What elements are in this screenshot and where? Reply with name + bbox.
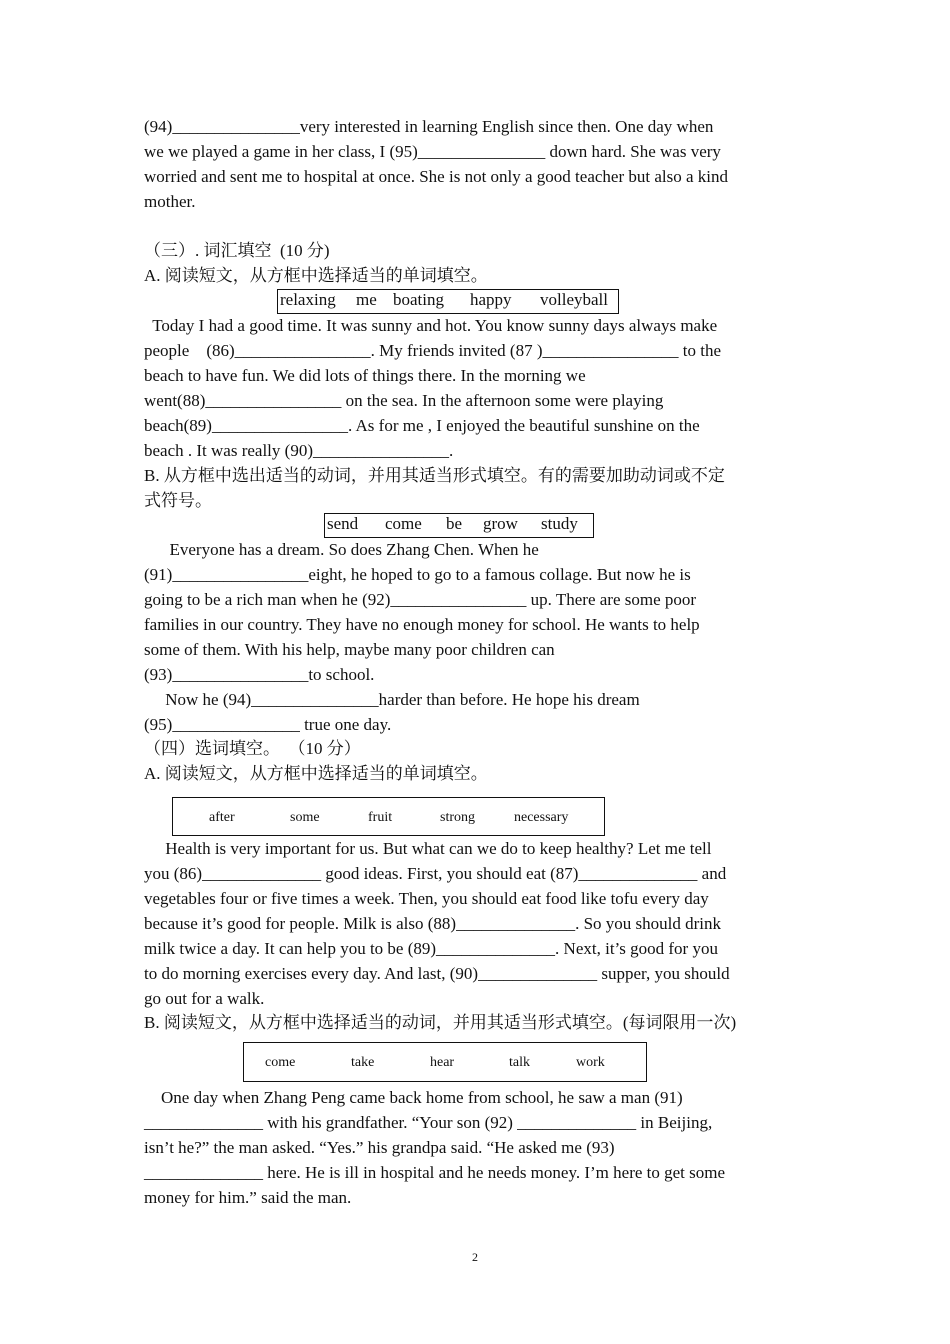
text-line: isn’t he?” the man asked. “Yes.” his grandpa said. “He asked me (93) bbox=[144, 1138, 615, 1157]
word-option: after bbox=[209, 810, 235, 825]
instruction: B. 从方框中选出适当的动词，并用其适当形式填空。有的需要加助动词或不定 bbox=[144, 466, 725, 485]
text-line: beach . It was really (90)________________. bbox=[144, 441, 454, 460]
word-option: necessary bbox=[514, 810, 569, 825]
section-heading: （四）选词填空。 （10 分） bbox=[144, 739, 361, 758]
word-option: relaxing bbox=[280, 290, 336, 309]
page-number: 2 bbox=[472, 1250, 478, 1264]
text-line: you (86)______________ good ideas. First, you should eat (87)______________ and bbox=[144, 864, 727, 883]
instruction: A. 阅读短文，从方框中选择适当的单词填空。 bbox=[144, 764, 488, 783]
text-line: One day when Zhang Peng came back home from school, he saw a man (91) bbox=[144, 1088, 683, 1107]
text-line: go out for a walk. bbox=[144, 989, 265, 1008]
text-line: because it’s good for people. Milk is also (88)______________. So you should drink bbox=[144, 914, 722, 933]
word-box bbox=[277, 289, 619, 314]
text-line: beach(89)________________. As for me , I enjoyed the beautiful sunshine on the bbox=[144, 416, 700, 435]
text-line: Today I had a good time. It was sunny and hot. You know sunny days always make bbox=[144, 316, 718, 335]
text-line: ______________ with his grandfather. “Your son (92) ______________ in Beijing, bbox=[144, 1113, 713, 1132]
word-option: volleyball bbox=[540, 290, 608, 309]
word-option: send bbox=[327, 514, 359, 533]
word-option: me bbox=[356, 290, 377, 309]
word-option: take bbox=[351, 1055, 375, 1070]
text-line: Everyone has a dream. So does Zhang Chen. When he bbox=[144, 540, 539, 559]
word-option: study bbox=[541, 514, 578, 533]
word-option: hear bbox=[430, 1055, 455, 1070]
word-option: come bbox=[385, 514, 422, 533]
word-option: grow bbox=[483, 514, 518, 533]
word-option: some bbox=[290, 810, 320, 825]
word-option: fruit bbox=[368, 810, 393, 825]
text-line: (93)________________to school. bbox=[144, 665, 375, 684]
text-line: ______________ here. He is ill in hospital and he needs money. I’m here to get some bbox=[144, 1163, 726, 1182]
text-line: to do morning exercises every day. And last, (90)______________ supper, you should bbox=[144, 964, 730, 983]
instruction: B. 阅读短文，从方框中选择适当的动词，并用其适当形式填空。(每词限用一次) bbox=[144, 1013, 737, 1032]
text-line: Now he (94)_______________harder than before. He hope his dream bbox=[144, 690, 640, 709]
text-line: people (86)________________. My friends invited (87 )________________ to the bbox=[144, 341, 721, 360]
word-option: happy bbox=[470, 290, 512, 309]
word-option: talk bbox=[509, 1055, 530, 1070]
text-line: money for him.” said the man. bbox=[144, 1188, 352, 1207]
word-option: come bbox=[265, 1055, 296, 1070]
text-line: (91)________________eight, he hoped to go to a famous collage. But now he is bbox=[144, 565, 691, 584]
text-line: some of them. With his help, maybe many poor children can bbox=[144, 640, 555, 659]
instruction: 式符号。 bbox=[144, 491, 212, 510]
word-option: boating bbox=[393, 290, 444, 309]
text-line: went(88)________________ on the sea. In the afternoon some were playing bbox=[144, 391, 664, 410]
word-option: work bbox=[576, 1055, 605, 1070]
text-line: milk twice a day. It can help you to be (89)______________. Next, it’s good for you bbox=[144, 939, 718, 958]
word-option: strong bbox=[440, 810, 475, 825]
word-box bbox=[324, 513, 594, 538]
text-line: families in our country. They have no enough money for school. He wants to help bbox=[144, 615, 700, 634]
instruction: A. 阅读短文，从方框中选择适当的单词填空。 bbox=[144, 266, 488, 285]
text-line: going to be a rich man when he (92)________________ up. There are some poor bbox=[144, 590, 697, 609]
text-line: mother. bbox=[144, 192, 196, 211]
text-line: worried and sent me to hospital at once. She is not only a good teacher but also a kind bbox=[144, 167, 729, 186]
text-line: vegetables four or five times a week. Then, you should eat food like tofu every day bbox=[144, 889, 709, 908]
text-line: we we played a game in her class, I (95)_______________ down hard. She was very bbox=[144, 142, 721, 161]
text-line: (94)_______________very interested in learning English since then. One day when bbox=[144, 117, 714, 136]
text-line: (95)_______________ true one day. bbox=[144, 715, 392, 734]
word-box bbox=[243, 1042, 647, 1082]
word-box bbox=[172, 797, 605, 836]
text-line: Health is very important for us. But what can we do to keep healthy? Let me tell bbox=[144, 839, 712, 858]
word-option: be bbox=[446, 514, 463, 533]
text-line: beach to have fun. We did lots of things there. In the morning we bbox=[144, 366, 586, 385]
section-heading: （三）. 词汇填空 (10 分) bbox=[144, 241, 330, 260]
